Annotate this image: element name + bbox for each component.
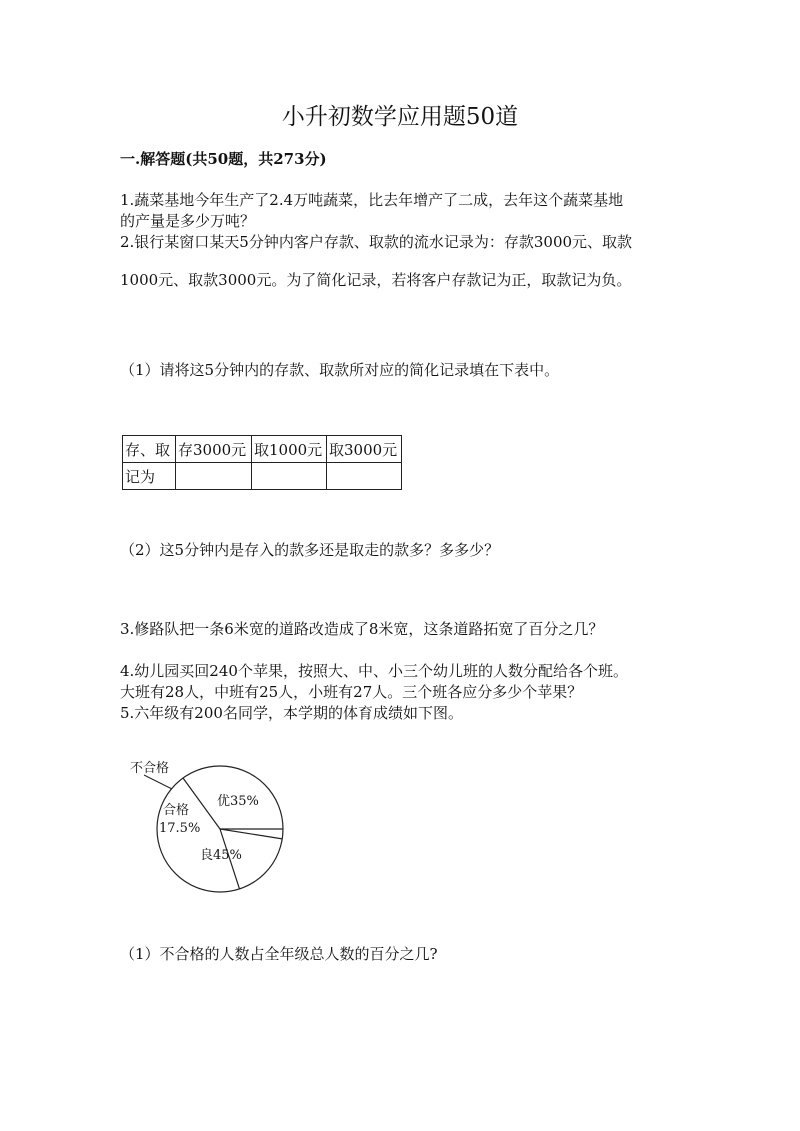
- liang-label: 良45%: [200, 848, 242, 863]
- table-cell: [252, 463, 327, 490]
- deposit-record-table: [122, 435, 402, 490]
- table-row: [123, 463, 402, 490]
- hege-pct-label: 17.5%: [159, 821, 201, 836]
- q3-text: 3.修路队把一条6米宽的道路改造成了8米宽，这条道路拓宽了百分之几？: [120, 620, 604, 638]
- q5-sub1: （1）不合格的人数占全年级总人数的百分之几?: [120, 945, 438, 963]
- q2-sub1: （1）请将这5分钟内的存款、取款所对应的简化记录填在下表中。: [120, 361, 560, 379]
- q1-line1: 1.蔬菜基地今年生产了2.4万吨蔬菜，比去年增产了二成，去年这个蔬菜基地: [120, 191, 624, 209]
- hege-label: 合格: [163, 803, 190, 818]
- q4-line2: 大班有28人，中班有25人，小班有27人。三个班各应分多少个苹果？: [120, 683, 583, 701]
- q2-sub2: （2）这5分钟内是存入的款多还是取走的款多？多多少？: [120, 541, 500, 559]
- q2-line1: 2.银行某窗口某天5分钟内客户存款、取款的流水记录为：存款3000元、取款: [120, 233, 633, 251]
- table-cell: 取1000元: [252, 436, 327, 463]
- buhege-leader-line: [144, 775, 172, 789]
- q2-line2: 1000元、取款3000元。为了简化记录，若将客户存款记为正，取款记为负。: [120, 271, 632, 289]
- q4-line1: 4.幼儿园买回240个苹果，按照大、中、小三个幼儿班的人数分配给各个班。: [120, 662, 628, 680]
- pie-slice-boundary: [220, 829, 282, 839]
- you-label: 优35%: [217, 794, 259, 809]
- pe-score-pie-chart: [120, 750, 300, 900]
- table-cell: [327, 463, 402, 490]
- table-cell: 存、取: [123, 436, 176, 463]
- q5-line1: 5.六年级有200名同学，本学期的体育成绩如下图。: [120, 704, 463, 722]
- buhege-label: 不合格: [130, 761, 170, 776]
- table-cell: [176, 463, 252, 490]
- table-cell: 记为: [123, 463, 176, 490]
- table-cell: 取3000元: [327, 436, 402, 463]
- table-row: [123, 436, 402, 463]
- q1-line2: 的产量是多少万吨？: [120, 212, 256, 230]
- section-heading: 一.解答题(共50题，共273分): [120, 150, 327, 168]
- table-cell: 存3000元: [176, 436, 252, 463]
- page-title: 小升初数学应用题50道: [281, 104, 519, 130]
